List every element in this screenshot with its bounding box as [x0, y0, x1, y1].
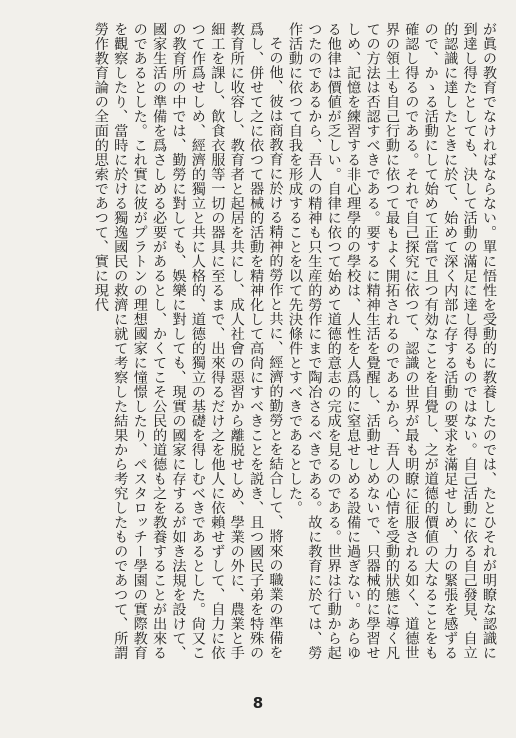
body-paragraph-1: が眞の教育でなければならない。單に悟性を受動的に教養したのでは、たとひそれが明瞭な認識に到達し得たとしても、決して活動の滿足に達し得るものではない。自己活動に依る自己發見、自立的認識に達したときに於て、始めて深く内部に存する活動の要求を滿足せしめ、力の緊張を感ずるので、かゝる活動にして始めて正當で且つ有効なことを自覺し、之が道德的價値の大なることをも確認し得るのである。それで自己探究に依つて、認識の世界が最も明瞭に征服される如く、道德世界の領土も自己行動に依つて最もよく開拓されるのであるから、吾人の心情を受動的狀態に導く凡ての方法は否認すべきである。要するに精神生活を覺醒し、活動せしめないで、只器械的に學習せしめ、記憶を練習する非心理學的の學校は、人性を人爲的に窒息せしめる設備に過ぎない。あらゆる他律は價値が乏しい。自律に依つて始めて道德的意志の完成を見るのである。世界は行動から起つたのであるから、吾人の精神も只生産的勞作にまで陶冶さるべきである。故に教育に於ては、勞作活動に依つて自我を形成することを以て先決條件とすべきであるとした。 — [286, 22, 497, 660]
body-paragraph-2: その他、彼は商教育に於ける精神的勞作と共に、經濟的勤勞とを結合して、將來の職業の準備を爲し、併せて之に依つて器械的活動を精神化して高尙にすべきことを説き、且つ國民子弟を特殊の教育所に收容し、教育者と起居を共にし、成人社會の惡習から離脱せしめ、學業の外に、農業と手細工を課し、飮食衣服等一切の器具に至るまで、出來得るだけ之を他人に依賴せずして、自力に依つて作爲せしめ、經濟的獨立と共に人格的、道德的獨立の基礎を得しむべきであるとした。尙又この教育所の中では、勤勞に對しても、娛樂に對しても、現實の國家に存するが如き法規を設けて、國家生活の準備を爲さしめる必要があるとし、かくてこそ公民的道德も之を教養することが出來るのであるとした。これ實に彼がプラトンの理想國家に憧憬したり、ペスタロッチー學園の實際教育を觀察したり、當時に於ける獨逸國民の救濟に就て考察した結果から考究したものであつて、所謂勞作教育論の全面的思索であつて、實に現代 — [92, 22, 284, 660]
page-number: 8 — [252, 694, 264, 712]
vertical-body-text — [90, 22, 498, 662]
